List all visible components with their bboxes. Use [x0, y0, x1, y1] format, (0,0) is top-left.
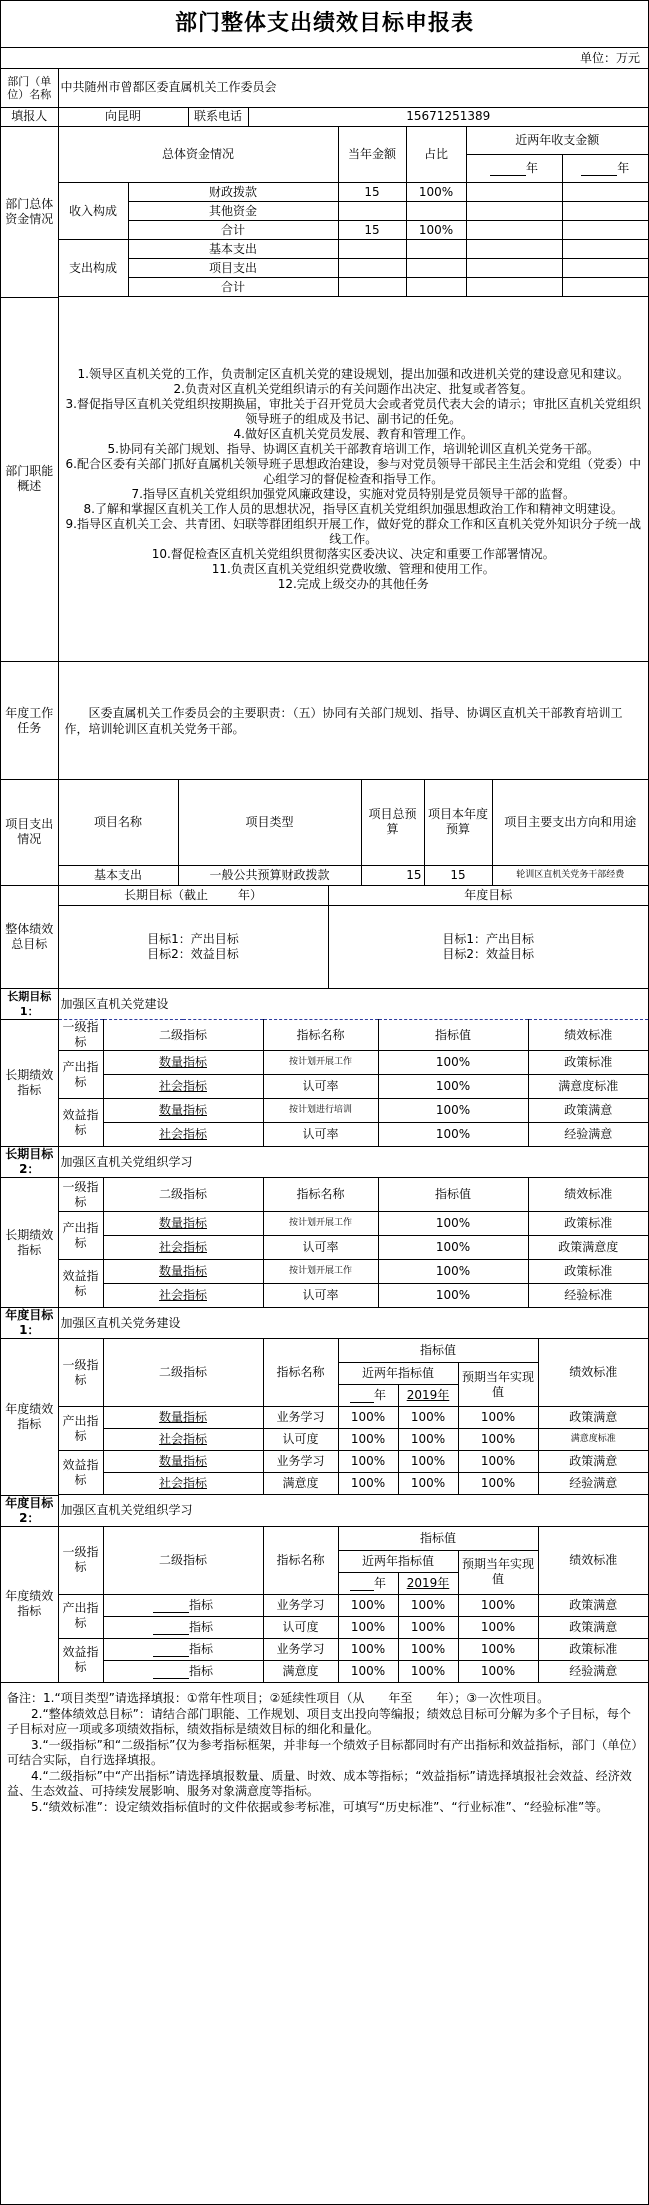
level1: 效益指标: [58, 1099, 103, 1147]
indicator-v1: 100%: [338, 1616, 398, 1638]
indicator-v3: 100%: [458, 1638, 538, 1660]
income-row-name: 其他资金: [128, 202, 338, 221]
h-expected: 预期当年实现值: [458, 1550, 538, 1594]
level2: 数量指标: [103, 1451, 263, 1473]
indicator-name: 满意度: [263, 1660, 338, 1682]
indicator-v2: 100%: [398, 1616, 458, 1638]
h-name: 指标名称: [263, 1020, 378, 1051]
level2: 社会指标: [103, 1284, 263, 1308]
h-level2: 二级指标: [103, 1178, 263, 1212]
h-level2: 二级指标: [103, 1526, 263, 1594]
indicator-v1: 100%: [338, 1451, 398, 1473]
annual-indicators-label: 年度绩效指标: [1, 1339, 58, 1496]
indicator-std: 政策满意: [538, 1594, 648, 1616]
long-goal-2-table: [1, 1147, 648, 1308]
indicator-std: 政策满意: [538, 1616, 648, 1638]
indicator-std: 政策标准: [538, 1638, 648, 1660]
indicator-v3: 100%: [458, 1451, 538, 1473]
indicator-v3: 100%: [458, 1616, 538, 1638]
h-level1: 一级指标: [58, 1526, 103, 1594]
filler-value: 向昆明: [58, 107, 188, 126]
project-total: 15: [361, 865, 424, 885]
annual-goal-1-table: [1, 1308, 648, 1496]
indicator-v2: 100%: [398, 1638, 458, 1660]
indicator-v3: 100%: [458, 1594, 538, 1616]
long-goal-label: 长期目标2：: [1, 1147, 58, 1178]
blank-year: [581, 163, 617, 176]
level2: 社会指标: [103, 1075, 263, 1099]
h-value: 指标值: [378, 1178, 528, 1212]
indicator-std: 经验满意: [538, 1660, 648, 1682]
indicator-name: 业务学习: [263, 1594, 338, 1616]
indicator-name: 认可率: [263, 1075, 378, 1099]
level1: 效益指标: [58, 1451, 103, 1495]
blank-year: [350, 1390, 374, 1403]
h-name: 指标名称: [263, 1526, 338, 1594]
project-use: 轮训区直机关党务干部经费: [492, 865, 648, 885]
indicator-std: 经验满意: [538, 1473, 648, 1495]
h-std: 绩效标准: [538, 1526, 648, 1594]
blank-level2: [153, 1666, 189, 1679]
h-year-1: 年: [338, 1572, 398, 1594]
income-row-amount: 15: [338, 221, 406, 240]
indicator-v3: 100%: [458, 1429, 538, 1451]
project-header: 项目名称: [58, 780, 178, 865]
funds-section-label: 部门总体资金情况: [1, 127, 58, 298]
long-indicators-label: 长期绩效指标: [1, 1020, 58, 1147]
functions-table: [1, 298, 648, 781]
income-row-name: 合计: [128, 221, 338, 240]
expense-row-name: 项目支出: [128, 259, 338, 278]
income-row-ratio: 100%: [406, 183, 466, 202]
indicator-name: 业务学习: [263, 1638, 338, 1660]
income-label: 收入构成: [58, 183, 128, 240]
expense-label: 支出构成: [58, 240, 128, 297]
blank-level2: [153, 1622, 189, 1635]
level1: 产出指标: [58, 1594, 103, 1638]
annual-goal-desc: 加强区直机关党组织学习: [58, 1496, 648, 1527]
recent-year-2: 年: [562, 155, 648, 183]
level2: 指标: [103, 1638, 263, 1660]
indicator-std: 政策标准: [528, 1260, 648, 1284]
blank-level2: [153, 1600, 189, 1613]
h-year-2: 2019年: [398, 1572, 458, 1594]
indicator-name: 认可度: [263, 1429, 338, 1451]
h-value: 指标值: [338, 1526, 538, 1550]
blank-year: [350, 1578, 374, 1591]
indicator-std: 满意度标准: [538, 1429, 648, 1451]
level2: 社会指标: [103, 1123, 263, 1147]
indicator-v2: 100%: [398, 1473, 458, 1495]
indicator-name: 认可率: [263, 1236, 378, 1260]
indicator-v2: 100%: [398, 1407, 458, 1429]
income-row-ratio: 100%: [406, 221, 466, 240]
indicator-v1: 100%: [338, 1594, 398, 1616]
level2: 数量指标: [103, 1407, 263, 1429]
level1: 产出指标: [58, 1051, 103, 1099]
unit-label: 单位：万元: [1, 48, 648, 69]
indicator-name: 认可率: [263, 1123, 378, 1147]
long-term-goals: 目标1：产出目标 目标2：效益目标: [58, 906, 328, 989]
indicator-value: 100%: [378, 1123, 528, 1147]
annual-goal-2-table: [1, 1496, 648, 1684]
basic-info-table: [1, 69, 648, 127]
level1: 效益指标: [58, 1638, 103, 1682]
indicator-name: 认可度: [263, 1616, 338, 1638]
indicator-std: 经验满意: [528, 1123, 648, 1147]
form-title: 部门整体支出绩效目标申报表: [1, 1, 648, 48]
project-type: 一般公共预算财政拨款: [178, 865, 361, 885]
level2: 指标: [103, 1616, 263, 1638]
filler-label: 填报人: [1, 107, 58, 126]
h-std: 绩效标准: [528, 1020, 648, 1051]
indicator-name: 认可率: [263, 1284, 378, 1308]
h-level1: 一级指标: [58, 1020, 103, 1051]
indicator-v1: 100%: [338, 1429, 398, 1451]
h-name: 指标名称: [263, 1339, 338, 1407]
annual-goal-label: 年度目标2：: [1, 1496, 58, 1527]
indicator-v2: 100%: [398, 1451, 458, 1473]
h-expected: 预期当年实现值: [458, 1363, 538, 1407]
long-term-header: 长期目标（截止 年）: [58, 886, 328, 906]
dept-name: 中共随州市曾都区委直属机关工作委员会: [58, 69, 648, 107]
indicator-value: 100%: [378, 1260, 528, 1284]
indicator-name: 业务学习: [263, 1451, 338, 1473]
level1: 效益指标: [58, 1260, 103, 1308]
expense-row-name: 基本支出: [128, 240, 338, 259]
overall-goal-label: 整体绩效总目标: [1, 886, 58, 989]
project-header: 项目主要支出方向和用途: [492, 780, 648, 865]
level2: 社会指标: [103, 1429, 263, 1451]
recent-label: 近两年收支金额: [466, 127, 648, 155]
indicator-v1: 100%: [338, 1660, 398, 1682]
indicator-name: 满意度: [263, 1473, 338, 1495]
project-header: 项目类型: [178, 780, 361, 865]
h-name: 指标名称: [263, 1178, 378, 1212]
h-std: 绩效标准: [528, 1178, 648, 1212]
long-goal-label: 长期目标1：: [1, 989, 58, 1020]
h-year-1: 年: [338, 1385, 398, 1407]
indicator-name: 按计划开展工作: [263, 1051, 378, 1075]
h-std: 绩效标准: [538, 1339, 648, 1407]
project-name: 基本支出: [58, 865, 178, 885]
annual-goal-header: 年度目标: [328, 886, 648, 906]
level2: 指标: [103, 1594, 263, 1616]
dept-label: 部门（单位）名称: [1, 69, 58, 107]
h-value: 指标值: [378, 1020, 528, 1051]
h-level2: 二级指标: [103, 1020, 263, 1051]
amount-label: 当年金额: [338, 127, 406, 183]
level2: 数量指标: [103, 1099, 263, 1123]
indicator-v1: 100%: [338, 1473, 398, 1495]
expense-row-name: 合计: [128, 278, 338, 297]
long-goal-desc: 加强区直机关党建设: [58, 989, 648, 1020]
overall-goal-table: [1, 886, 648, 990]
indicator-std: 经验标准: [528, 1284, 648, 1308]
indicator-v3: 100%: [458, 1407, 538, 1429]
annual-task-text: 区委直属机关工作委员会的主要职责：（五）协同有关部门规划、指导、协调区直机关干部教育培训工作，培训轮训区直机关党务干部。: [58, 662, 648, 780]
project-header: 项目本年度预算: [424, 780, 492, 865]
income-row-amount: [338, 202, 406, 221]
blank-year: [490, 163, 526, 176]
level2: 社会指标: [103, 1473, 263, 1495]
annual-indicators-label: 年度绩效指标: [1, 1526, 58, 1683]
indicator-value: 100%: [378, 1236, 528, 1260]
indicator-v3: 100%: [458, 1660, 538, 1682]
indicator-std: 政策标准: [528, 1212, 648, 1236]
notes: 备注：1.“项目类型”请选择填报：①常年性项目；②延续性项目（从 年至 年）；③一次性项目。 2.“整体绩效总目标”：请结合部门职能、工作规划、项目支出投向等编报；绩效总目标可分解为多个子目标，每个子目标对应一项或多项绩效指标，绩效指标是绩效目标的细化和量化。 3.“一级指标”和“二级指标”仅为参考指标框架，并非每一个绩效子目标都同时有产出指标和效益指标，部门（单位）可结合实际，自行选择填报。 4.“二级指标”中“产出指标”请选择填报数量、质量、时效、成本等指标；“效益指标”请选择填报社会效益、经济效益、生态效益、可持续发展影响、服务对象满意度等指标。 5.“绩效标准”：设定绩效指标值时的文件依据或参考标准，可填写“历史标准”、“行业标准”、“经验标准”等。: [7, 1691, 638, 1814]
h-level1: 一级指标: [58, 1178, 103, 1212]
long-indicators-label: 长期绩效指标: [1, 1178, 58, 1308]
level2: 指标: [103, 1660, 263, 1682]
phone-label: 联系电话: [188, 107, 248, 126]
indicator-std: 政策满意: [538, 1407, 648, 1429]
indicator-value: 100%: [378, 1075, 528, 1099]
indicator-name: 按计划开展工作: [263, 1212, 378, 1236]
income-row-ratio: [406, 202, 466, 221]
indicator-v1: 100%: [338, 1638, 398, 1660]
long-goal-desc: 加强区直机关党组织学习: [58, 1147, 648, 1178]
ratio-label: 占比: [406, 127, 466, 183]
income-row-amount: 15: [338, 183, 406, 202]
recent-year-1: 年: [466, 155, 562, 183]
h-year-2: 2019年: [398, 1385, 458, 1407]
indicator-std: 政策满意度: [528, 1236, 648, 1260]
level1: 产出指标: [58, 1407, 103, 1451]
indicator-std: 满意度标准: [528, 1075, 648, 1099]
indicator-v2: 100%: [398, 1429, 458, 1451]
phone-value: 15671251389: [248, 107, 648, 126]
h-level2: 二级指标: [103, 1339, 263, 1407]
level2: 数量指标: [103, 1051, 263, 1075]
h-recent: 近两年指标值: [338, 1550, 458, 1572]
functions-text: 1.领导区直机关党的工作，负责制定区直机关党的建设规划，提出加强和改进机关党的建设意见和建议。 2.负责对区直机关党组织请示的有关问题作出决定、批复或者答复。 3.督促指导区直机关党组织按期换届，审批关于召开党员大会或者党员代表大会的请示；审批区直机关党组织领导班子的组成及书记、副书记的任免。 4.做好区直机关党员发展、教育和管理工作。 5.协同有关部门规划、指导、协调区直机关干部教育培训工作，培训轮训区直机关党务干部。 6.配合区委有关部门抓好直属机关领导班子思想政治建设，参与对党员领导干部民主生活会和党组（党委）中心组学习的督促检查和指导工作。 7.指导区直机关党组织加强党风廉政建设，实施对党员特别是党员领导干部的监督。 8.了解和掌握区直机关工作人员的思想状况，指导区直机关党组织加强思想政治工作和精神文明建设。 9.指导区直机关工会、共青团、妇联等群团组织开展工作，做好党的群众工作和区直机关党外知识分子统一战线工作。 10.督促检查区直机关党组织贯彻落实区委决议、决定和重要工作部署情况。 11.负责区直机关党组织党费收缴、管理和使用工作。 12.完成上级交办的其他任务: [58, 298, 648, 662]
indicator-std: 政策满意: [528, 1099, 648, 1123]
annual-goals: 目标1：产出目标 目标2：效益目标: [328, 906, 648, 989]
annual-task-label: 年度工作任务: [1, 662, 58, 780]
h-value: 指标值: [338, 1339, 538, 1363]
project-annual: 15: [424, 865, 492, 885]
indicator-value: 100%: [378, 1051, 528, 1075]
indicator-v2: 100%: [398, 1594, 458, 1616]
overall-label: 总体资金情况: [58, 127, 338, 183]
indicator-name: 业务学习: [263, 1407, 338, 1429]
indicator-value: 100%: [378, 1099, 528, 1123]
level2: 数量指标: [103, 1260, 263, 1284]
funds-table: [1, 127, 648, 298]
h-level1: 一级指标: [58, 1339, 103, 1407]
level2: 数量指标: [103, 1212, 263, 1236]
indicator-std: 政策满意: [538, 1451, 648, 1473]
level2: 社会指标: [103, 1236, 263, 1260]
long-goal-1-table: [1, 989, 648, 1147]
annual-goal-desc: 加强区直机关党务建设: [58, 1308, 648, 1339]
level1: 产出指标: [58, 1212, 103, 1260]
indicator-v2: 100%: [398, 1660, 458, 1682]
indicator-value: 100%: [378, 1212, 528, 1236]
h-recent: 近两年指标值: [338, 1363, 458, 1385]
income-row-name: 财政拨款: [128, 183, 338, 202]
project-header: 项目总预算: [361, 780, 424, 865]
indicator-name: 按计划开展工作: [263, 1260, 378, 1284]
indicator-v3: 100%: [458, 1473, 538, 1495]
indicator-value: 100%: [378, 1284, 528, 1308]
blank-level2: [153, 1644, 189, 1657]
indicator-name: 按计划进行培训: [263, 1099, 378, 1123]
projects-label: 项目支出情况: [1, 780, 58, 885]
indicator-v1: 100%: [338, 1407, 398, 1429]
annual-goal-label: 年度目标1：: [1, 1308, 58, 1339]
projects-table: [1, 780, 648, 886]
functions-label: 部门职能概述: [1, 298, 58, 662]
indicator-std: 政策标准: [528, 1051, 648, 1075]
